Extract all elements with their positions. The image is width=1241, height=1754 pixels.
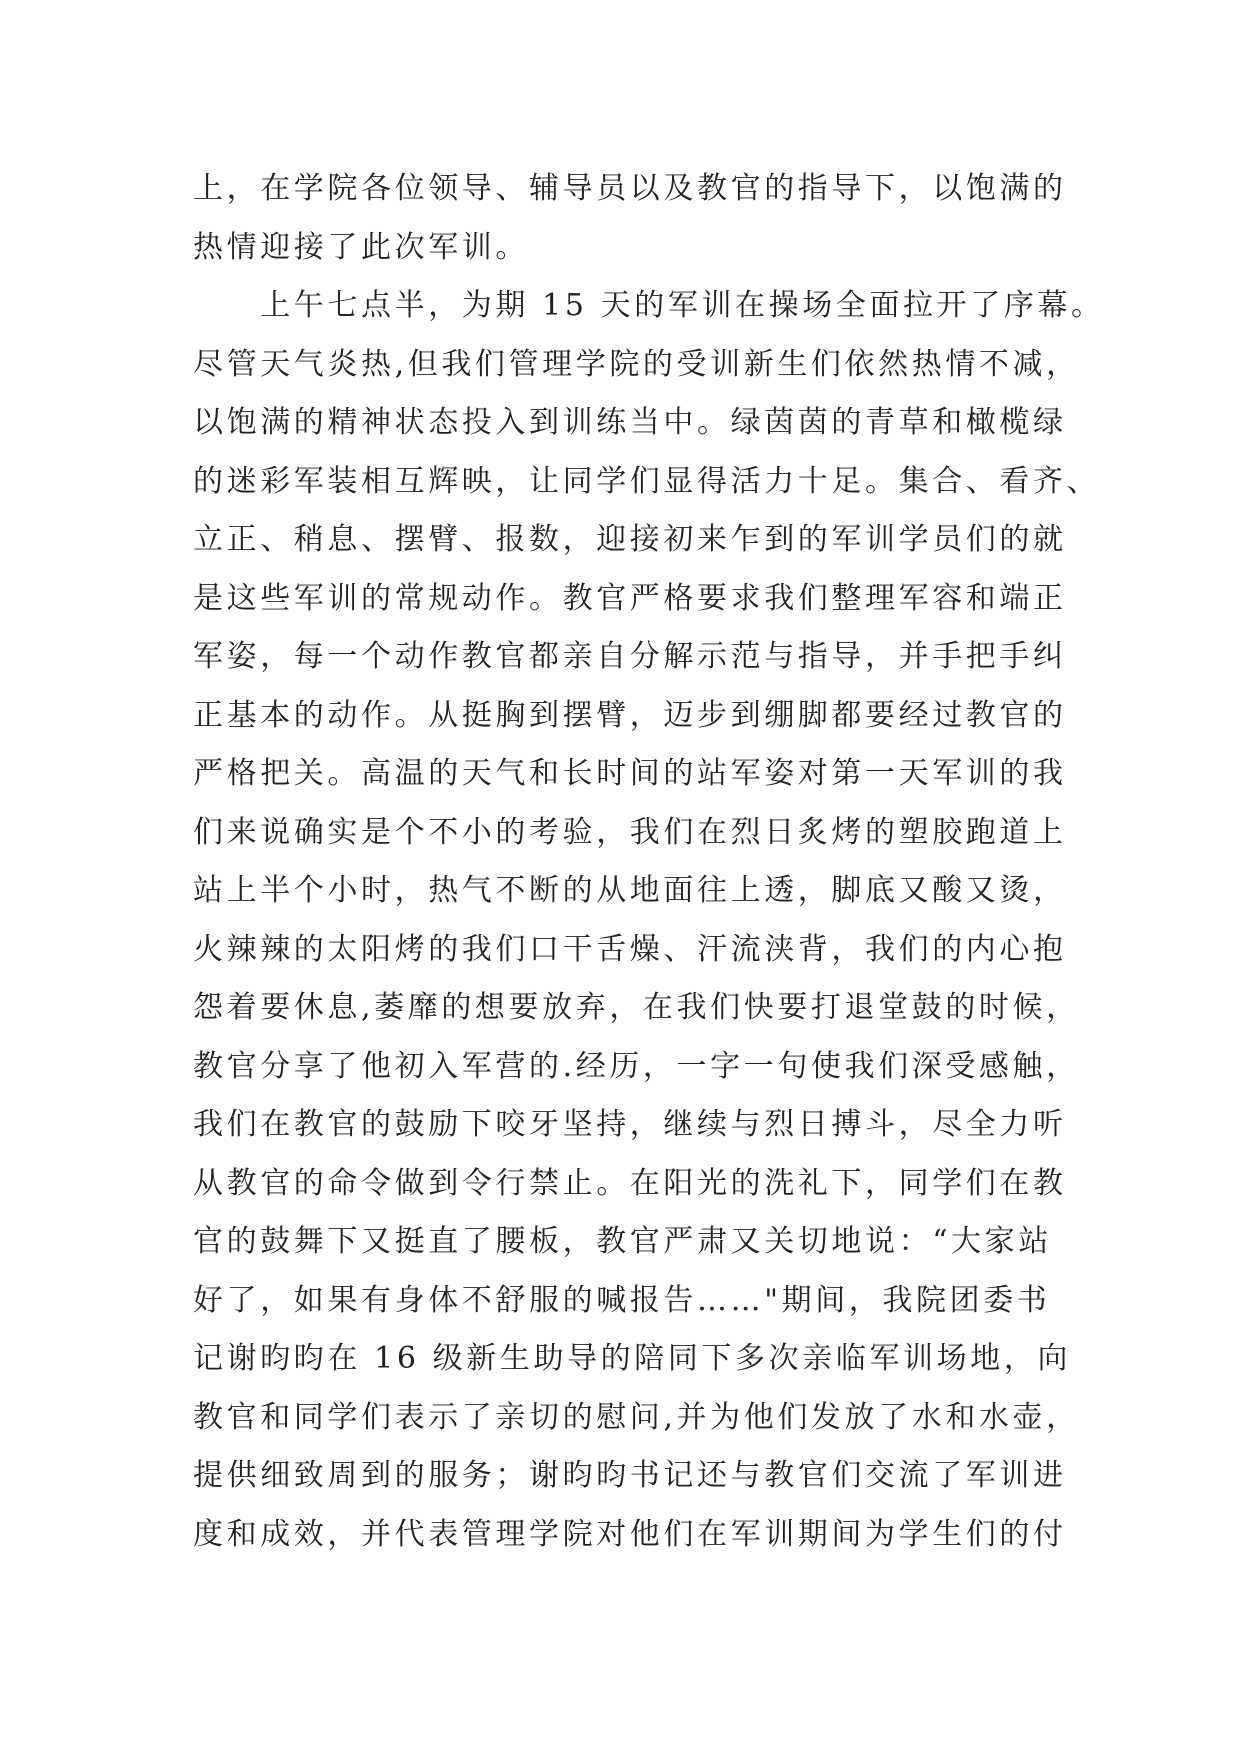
text-line: 以饱满的精神状态投入到训练当中。绿茵茵的青草和橄榄绿 [193, 405, 1067, 440]
text-line: 记谢昀昀在 16 级新生助导的陪同下多次亲临军训场地，向 [193, 1341, 1072, 1376]
text-line: 从教官的命令做到令行禁止。在阳光的洗礼下，同学们在教 [193, 1165, 1067, 1201]
text-line: 火辣辣的太阳烤的我们口干舌燥、汗流浃背，我们的内心抱 [193, 931, 1067, 967]
text-line: 上午七点半，为期 15 天的军训在操场全面拉开了序幕。 [193, 288, 1105, 323]
text-line: 军姿，每一个动作教官都亲自分解示范与指导，并手把手纠 [193, 639, 1067, 674]
text-line: 我们在教官的鼓励下咬牙坚持，继续与烈日搏斗，尽全力听 [193, 1107, 1067, 1142]
text-line: 们来说确实是个不小的考验，我们在烈日炙烤的塑胶跑道上 [193, 814, 1067, 850]
text-line: 热情迎接了此次军训。 [193, 229, 529, 265]
text-line: 教官和同学们表示了亲切的慰问,并为他们发放了水和水壶， [193, 1399, 1080, 1435]
text-line: 严格把关。高温的天气和长时间的站军姿对第一天军训的我 [193, 756, 1067, 791]
text-line: 提供细致周到的服务；谢昀昀书记还与教官们交流了军训进 [193, 1458, 1067, 1493]
text-line: 立正、稍息、摆臂、报数，迎接初来乍到的军训学员们的就 [193, 522, 1067, 557]
body-text [193, 160, 1105, 1564]
text-line: 度和成效，并代表管理学院对他们在军训期间为学生们的付 [193, 1516, 1067, 1552]
text-line: 上，在学院各位领导、辅导员以及教官的指导下，以饱满的 [193, 171, 1067, 206]
text-line: 怨着要休息,萎靡的想要放弃，在我们快要打退堂鼓的时候， [193, 990, 1080, 1025]
text-line: 的迷彩军装相互辉映，让同学们显得活力十足。集合、看齐、 [193, 463, 1101, 499]
text-line: 好了，如果有身体不舒服的喊报告……"期间，我院团委书 [193, 1282, 1051, 1318]
text-line: 官的鼓舞下又挺直了腰板，教官严肃又关切地说：“大家站 [193, 1224, 1052, 1259]
text-line: 尽管天气炎热,但我们管理学院的受训新生们依然热情不减， [193, 346, 1080, 382]
text-line: 正基本的动作。从挺胸到摆臂，迈步到绷脚都要经过教官的 [193, 697, 1067, 733]
text-line: 教官分享了他初入军营的.经历，一字一句使我们深受感触， [193, 1048, 1080, 1084]
text-line: 是这些军训的常规动作。教官严格要求我们整理军容和端正 [193, 580, 1067, 616]
text-line: 站上半个小时，热气不断的从地面往上透，脚底又酸又烫， [193, 873, 1067, 908]
